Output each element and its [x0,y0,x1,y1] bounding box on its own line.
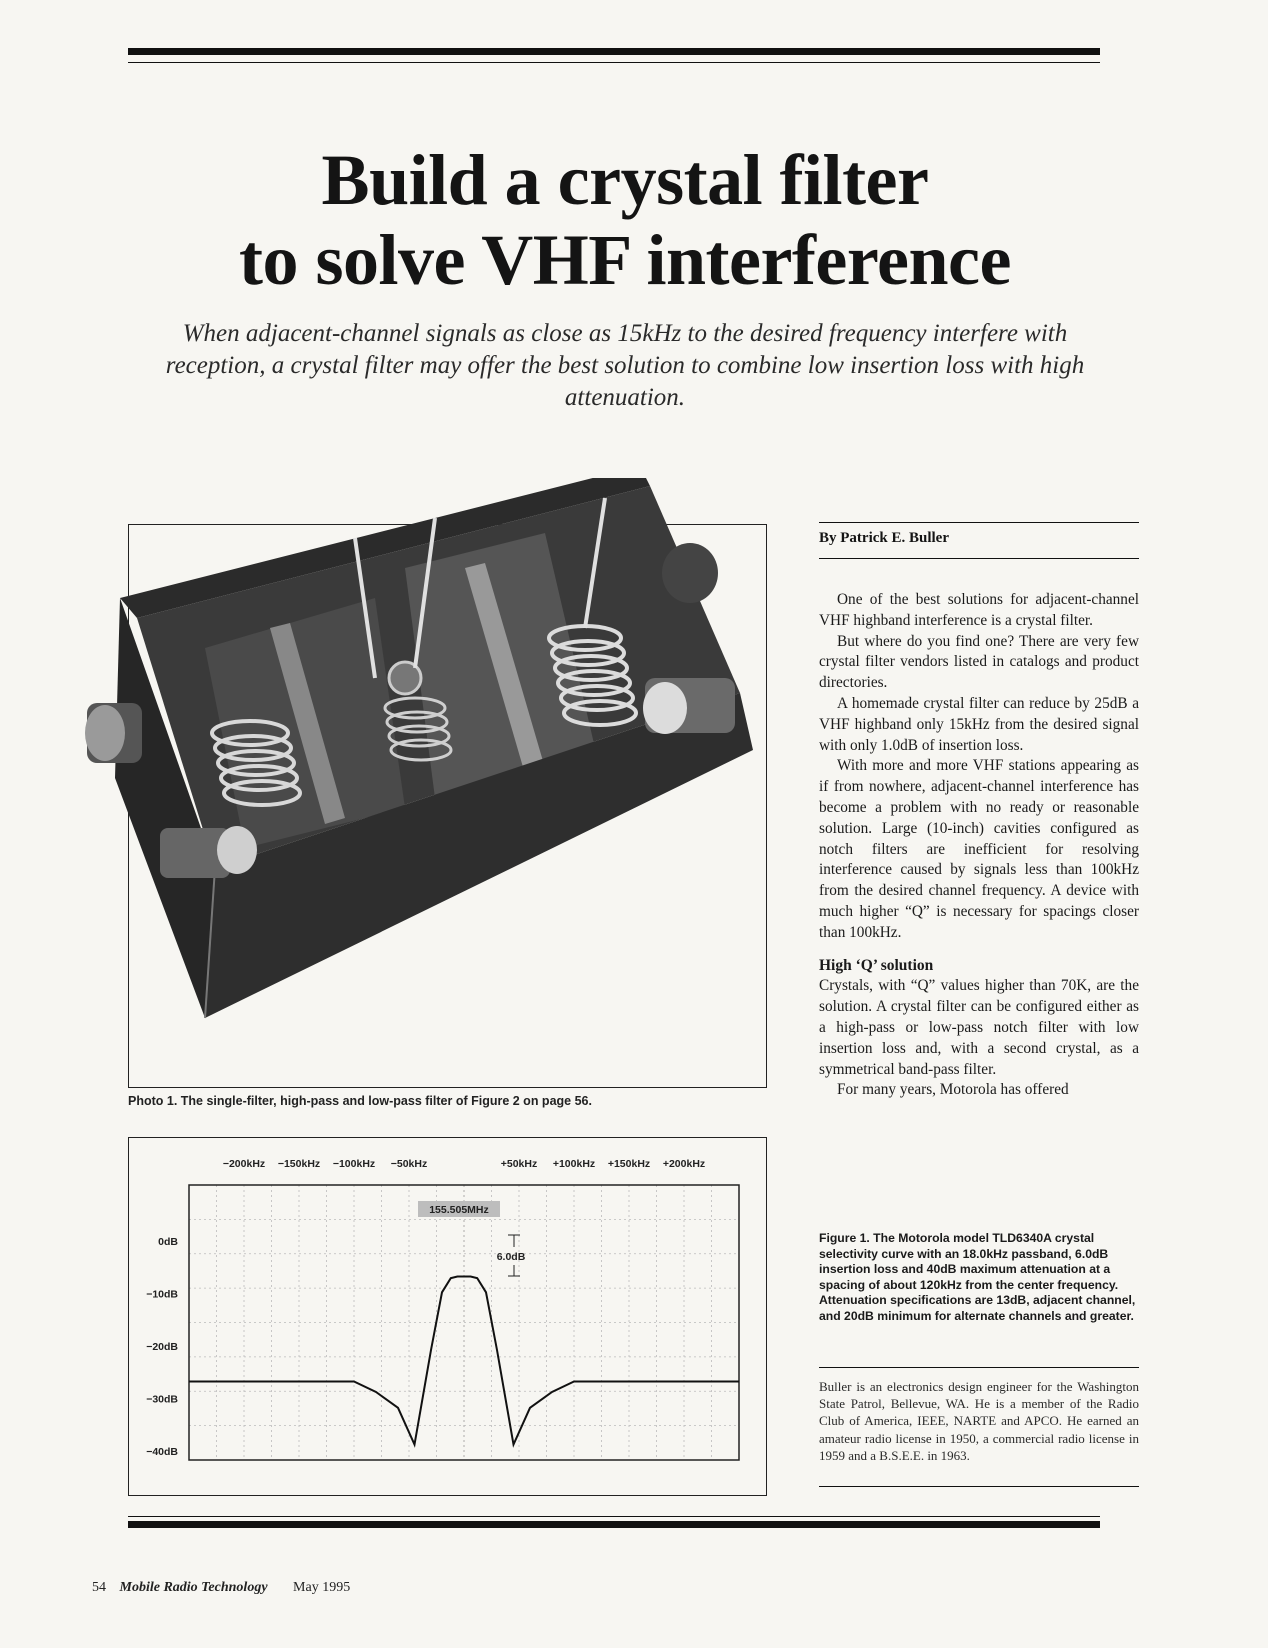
top-rule-thin [128,62,1100,63]
title-line-2: to solve VHF interference [239,220,1011,300]
article-deck: When adjacent-channel signals as close as 15kHz to the desired frequency interfere with reception, a crystal filter may offer the best solution to combine low insertion loss with high attenuation. [165,320,1085,411]
body-paragraph: One of the best solutions for adjacent-channel VHF highband interference is a crystal filter. [819,591,1139,629]
figure-caption: Figure 1. The Motorola model TLD6340A crystal selectivity curve with an 18.0kHz passband, 6.0dB insertion loss and 40dB maximum attenuation at a spacing of about 120kHz from the center frequency. Attenuation specifications are 13dB, adjacent channel, and 20dB minimum for alternate channels and greater. [819,1231,1136,1323]
section-heading: High ‘Q’ solution [819,956,934,974]
connector-right-top [662,543,718,603]
page-footer [92,1580,350,1596]
x-tick-label: +150kHz [607,1158,651,1170]
y-tick-label: −40dB [146,1446,178,1458]
photo-caption: Photo 1. The single-filter, high-pass and low-pass filter of Figure 2 on page 56. [128,1094,592,1108]
bio-rule-top [819,1367,1139,1368]
center-frequency-marker [418,1201,526,1276]
x-tick-labels [223,1158,705,1170]
byline: By Patrick E. Buller [819,530,949,546]
chart-grid [189,1185,739,1460]
bottom-rule-thin [128,1516,1100,1517]
body-paragraph: Crystals, with “Q” values higher than 70K, are the solution. A crystal filter can be configured either as a high-pass or low-pass notch filter with low insertion loss and, with a second crystal, as a symmetrical band-pass filter. [819,977,1139,1078]
x-tick-label: +50kHz [500,1158,538,1170]
issue-date: May 1995 [293,1580,351,1595]
x-tick-label: −100kHz [332,1158,376,1170]
center-label: 155.505MHz [429,1204,489,1216]
author-bio: Buller is an electronics design engineer for the Washington State Patrol, Bellevue, WA. He is a member of the Radio Club of America, IEEE, NARTE and APCO. He earned an amateur radio license in 1950, a commercial radio license in 1959 and a B.S.E.E. in 1963. [819,1379,1139,1463]
body-paragraph: A homemade crystal filter can reduce by 25dB a VHF highband only 15kHz from the desired signal with only 1.0dB of insertion loss. [819,694,1139,754]
y-tick-label: 0dB [158,1236,178,1248]
article-title [150,140,1100,300]
byline-rule-top [819,522,1139,523]
x-tick-label: +100kHz [552,1158,596,1170]
photo-crystal-filter-box [75,478,765,1038]
x-tick-label: −200kHz [222,1158,266,1170]
bottom-rule [128,1521,1100,1528]
byline-rule-bottom [819,558,1139,559]
body-paragraph: But where do you find one? There are very few crystal filter vendors listed in catalogs and product directories. [819,632,1139,692]
body-paragraph: With more and more VHF stations appearing as if from nowhere, adjacent-channel interference has become a problem with no ready or reasonable solution. Large (10-inch) cavities configured as notch filters are inefficient for resolving interference caused by signals less than 100kHz from the desired channel frequency. A device with much higher “Q” is necessary for spacings closer than 100kHz. [819,757,1139,941]
connector-bottom-left [160,826,257,878]
bio-rule-bottom [819,1486,1139,1487]
selectivity-chart [128,1137,768,1497]
title-line-1: Build a crystal filter [321,140,929,220]
body-paragraph: For many years, Motorola has offered [837,1081,1069,1099]
insertion-label: 6.0dB [496,1251,526,1263]
x-tick-label: −150kHz [277,1158,321,1170]
y-tick-label: −20dB [146,1341,178,1353]
x-tick-label: −50kHz [390,1158,428,1170]
connector-right [643,678,735,734]
y-tick-label: −10dB [146,1288,178,1301]
x-tick-label: +200kHz [662,1158,706,1170]
page-number: 54 [92,1580,106,1595]
article-body [819,590,1139,1101]
top-rule [128,48,1100,55]
connector-left [85,703,142,763]
publication-name: Mobile Radio Technology [119,1580,268,1595]
y-tick-labels [146,1236,178,1458]
y-tick-label: −30dB [146,1393,178,1406]
